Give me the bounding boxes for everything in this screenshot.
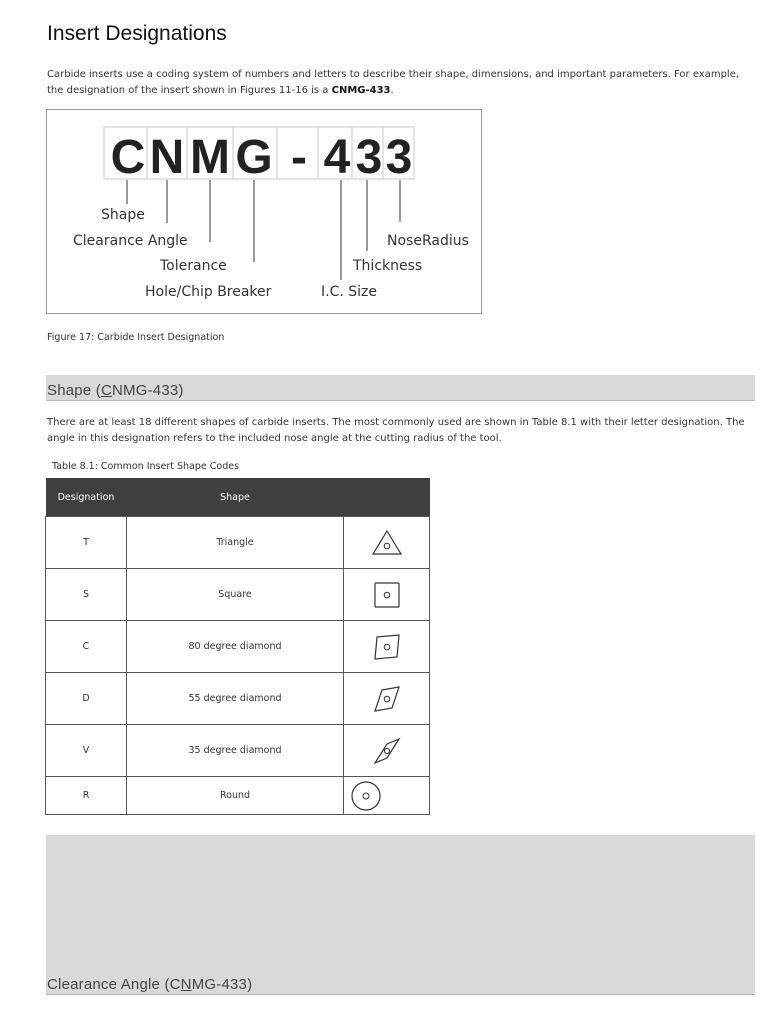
cell-icon — [344, 621, 430, 673]
diamond-35-insert-icon — [372, 736, 402, 766]
cell-shape: Triangle — [127, 517, 344, 569]
label-ic-size: I.C. Size — [321, 284, 377, 300]
heading-highlight-letter: N — [180, 976, 192, 993]
page-title: Insert Designations — [47, 22, 227, 45]
digit-3a: 3 — [355, 131, 383, 184]
cell-icon — [344, 673, 430, 725]
label-nose-radius: NoseRadius — [387, 233, 469, 249]
cell-icon — [344, 569, 430, 621]
designation-diagram — [47, 110, 483, 315]
letter-dash: - — [291, 131, 307, 184]
figure-caption: Figure 17: Carbide Insert Designation — [47, 332, 225, 343]
insert-shape-table — [45, 478, 430, 815]
table-caption: Table 8.1: Common Insert Shape Codes — [52, 461, 240, 472]
digit-3b: 3 — [385, 131, 413, 184]
insert-designation-figure — [46, 109, 482, 314]
round-insert-icon — [349, 780, 383, 812]
shape-section-heading — [47, 382, 184, 399]
heading-text: Clearance Angle (C — [47, 976, 181, 993]
label-shape: Shape — [101, 207, 145, 223]
triangle-insert-icon — [370, 528, 404, 558]
cell-code: S — [46, 569, 127, 621]
letter-m: M — [190, 131, 230, 184]
table-row — [46, 777, 430, 815]
label-hole-chip-breaker: Hole/Chip Breaker — [145, 284, 272, 300]
heading-text: Shape ( — [47, 382, 101, 399]
cell-shape: 35 degree diamond — [127, 725, 344, 777]
intro-code: CNMG-433 — [331, 85, 391, 96]
table-row — [46, 673, 430, 725]
intro-end: . — [390, 85, 394, 96]
cell-shape: 55 degree diamond — [127, 673, 344, 725]
cell-icon — [344, 777, 430, 815]
table-row — [46, 621, 430, 673]
intro-paragraph — [47, 67, 747, 99]
cell-code: R — [46, 777, 127, 815]
cell-code: D — [46, 673, 127, 725]
digit-4: 4 — [323, 131, 351, 184]
label-thickness: Thickness — [353, 258, 423, 274]
cell-shape: Round — [127, 777, 344, 815]
letter-g: G — [235, 131, 273, 184]
diamond-80-insert-icon — [372, 632, 402, 662]
intro-text: Carbide inserts use a coding system of numbers and letters to describe their shape, dimensions, and important parameters. For example, the designation of the insert shown in Figures 11-16 is a — [47, 69, 740, 96]
heading-text-rest: MG-433) — [191, 976, 253, 993]
clearance-section-header — [46, 835, 755, 995]
table-row — [46, 569, 430, 621]
label-clearance-angle: Clearance Angle — [73, 233, 188, 249]
shape-paragraph: There are at least 18 different shapes of carbide inserts. The most commonly used are shown in Table 8.1 with their letter designation. The angle in this designation refers to the included nose angle at the cutting radius of the tool. — [47, 417, 745, 444]
label-tolerance: Tolerance — [160, 258, 227, 274]
table-header-row — [46, 478, 430, 517]
table-row — [46, 725, 430, 777]
square-insert-icon — [372, 580, 402, 610]
header-designation: Designation — [46, 478, 127, 517]
shape-section-header — [46, 375, 755, 401]
letter-c: C — [110, 131, 146, 184]
cell-code: T — [46, 517, 127, 569]
heading-text-rest: NMG-433) — [111, 382, 184, 399]
cell-shape: Square — [127, 569, 344, 621]
letter-n: N — [149, 131, 185, 184]
cell-icon — [344, 725, 430, 777]
heading-highlight-letter: C — [100, 382, 112, 399]
header-shape: Shape — [127, 478, 344, 517]
header-icon — [344, 478, 430, 517]
clearance-section-heading — [47, 976, 252, 993]
cell-code: C — [46, 621, 127, 673]
cell-icon — [344, 517, 430, 569]
diamond-55-insert-icon — [372, 684, 402, 714]
cell-shape: 80 degree diamond — [127, 621, 344, 673]
table-row — [46, 517, 430, 569]
cell-code: V — [46, 725, 127, 777]
